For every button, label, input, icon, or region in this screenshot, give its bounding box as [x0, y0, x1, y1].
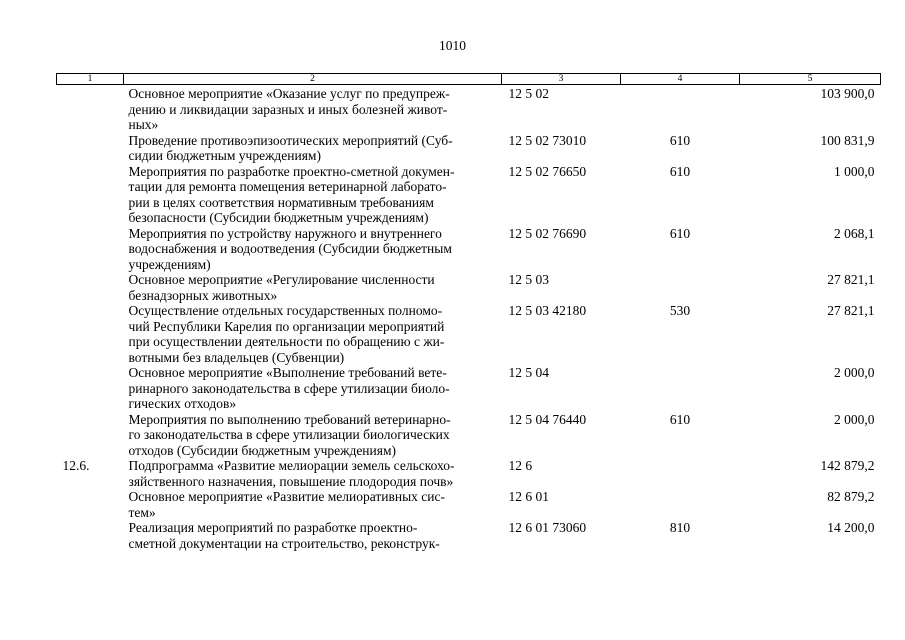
table-row — [57, 412, 881, 459]
row-name: Основное мероприятие «Развитие мелиоративных сис- тем» — [128, 489, 445, 520]
column-header-number: 1 — [57, 74, 124, 85]
row-expense-type — [621, 272, 740, 303]
column-header-amount: 5 — [740, 74, 881, 85]
row-expense-type: 610 — [669, 225, 691, 241]
row-amount: 142 879,2 — [820, 458, 875, 473]
table-row — [57, 272, 881, 303]
row-expense-type — [621, 458, 740, 489]
row-amount: 2 000,0 — [834, 365, 875, 380]
budget-table — [56, 73, 881, 551]
row-number — [57, 226, 124, 273]
row-code: 12 5 03 42180 — [508, 303, 587, 318]
row-number — [57, 164, 124, 226]
table-row — [57, 303, 881, 365]
table-row — [57, 226, 881, 273]
row-number — [57, 85, 124, 133]
page-number: 1010 — [439, 38, 466, 53]
row-number: 12.6. — [62, 458, 90, 473]
row-code: 12 6 01 73060 — [508, 520, 587, 535]
row-expense-type: 610 — [669, 132, 691, 148]
table-row — [57, 85, 881, 133]
table-row — [57, 164, 881, 226]
row-code: 12 5 03 — [508, 272, 549, 287]
row-number — [57, 412, 124, 459]
row-expense-type — [621, 365, 740, 412]
row-code: 12 6 01 — [508, 489, 549, 504]
row-amount: 82 879,2 — [827, 489, 875, 504]
row-number — [57, 303, 124, 365]
row-amount: 2 000,0 — [834, 411, 875, 427]
row-name: Осуществление отдельных государственных полномо- чий Республики Карелия по организации мероприятий при осуществлении деятельности по обращению с жи- вотными без владельцев (Субвенции) — [128, 303, 445, 365]
row-expense-type: 530 — [669, 303, 691, 318]
row-expense-type — [621, 489, 740, 520]
row-number — [57, 520, 124, 551]
row-number — [57, 489, 124, 520]
row-number — [57, 272, 124, 303]
row-amount: 27 821,1 — [827, 303, 875, 318]
row-code: 12 5 02 73010 — [508, 132, 587, 148]
row-name: Проведение противоэпизоотических мероприятий (Суб- сидии бюджетным учреждениям) — [128, 132, 453, 163]
row-name: Основное мероприятие «Выполнение требований вете- ринарного законодательства в сфере утилизации биоло- гических отходов» — [128, 365, 450, 411]
row-number — [57, 133, 124, 164]
row-expense-type: 610 — [669, 411, 691, 427]
header-row — [57, 74, 881, 85]
row-amount: 103 900,0 — [820, 86, 875, 101]
table-row — [57, 365, 881, 412]
row-expense-type: 610 — [669, 163, 691, 179]
row-amount: 27 821,1 — [827, 272, 875, 287]
row-amount: 100 831,9 — [820, 132, 875, 148]
row-name: Подпрограмма «Развитие мелиорации земель сельскохо- зяйственного назначения, повышение плодородия почв» — [128, 458, 455, 489]
table-row — [57, 489, 881, 520]
row-number — [57, 365, 124, 412]
column-header-code: 3 — [502, 74, 621, 85]
column-header-name: 2 — [124, 74, 502, 85]
row-code: 12 5 02 76650 — [508, 163, 587, 179]
row-amount: 2 068,1 — [834, 225, 875, 241]
table-row — [57, 133, 881, 164]
table-row — [57, 458, 881, 489]
row-expense-type: 810 — [669, 520, 691, 535]
row-amount: 1 000,0 — [834, 163, 875, 179]
row-code: 12 5 02 76690 — [508, 225, 587, 241]
row-name: Основное мероприятие «Оказание услуг по предупреж- дению и ликвидации заразных и иных болезней живот- ных» — [128, 86, 450, 132]
row-name: Мероприятия по устройству наружного и внутреннего водоснабжения и водоотведения (Субсидии бюджетным учреждениям) — [128, 225, 452, 272]
row-code: 12 6 — [508, 458, 533, 473]
row-code: 12 5 02 — [508, 86, 549, 101]
row-amount: 14 200,0 — [827, 520, 875, 535]
row-name: Мероприятия по разработке проектно-сметной докумен- тации для ремонта помещения ветеринарной лаборато- рии в целях соответствия нормативным требованиям безопасности (Субсидии бюджетным учреждениям) — [128, 163, 455, 225]
row-name: Основное мероприятие «Регулирование численности безнадзорных животных» — [128, 272, 435, 303]
table-row — [57, 520, 881, 551]
row-name: Мероприятия по выполнению требований ветеринарно- го законодательства в сфере утилизации биологических отходов (Субсидии бюджетным учреждениям) — [128, 411, 451, 458]
row-expense-type — [621, 85, 740, 133]
column-header-type: 4 — [621, 74, 740, 85]
row-code: 12 5 04 76440 — [508, 411, 587, 427]
row-code: 12 5 04 — [508, 365, 549, 380]
row-name: Реализация мероприятий по разработке проектно- сметной документации на строительство, реконструк- — [128, 520, 440, 551]
